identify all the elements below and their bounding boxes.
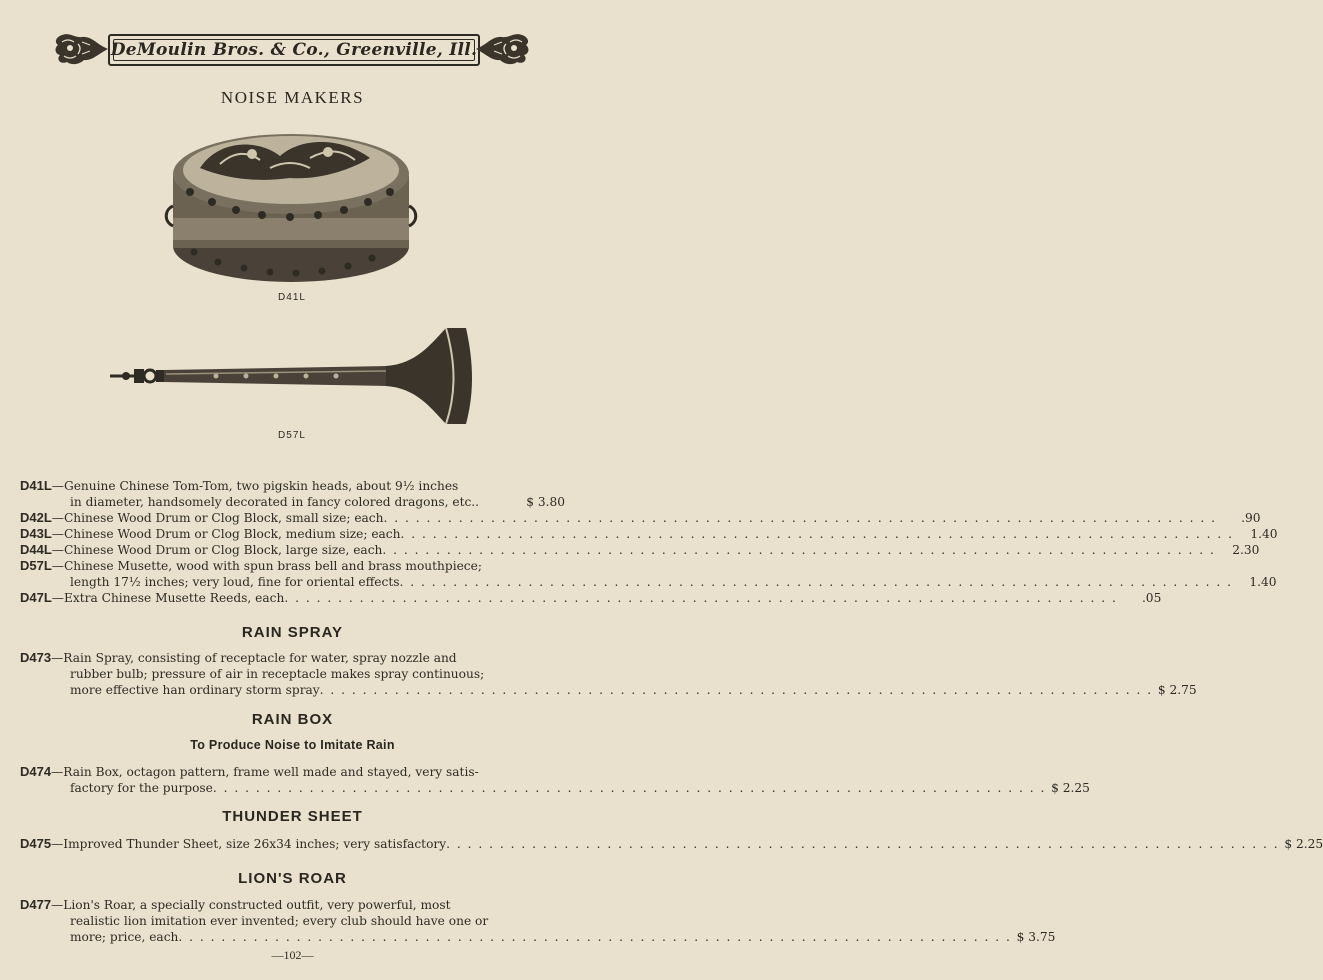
tom-tom-illustration [160, 118, 422, 290]
item-code: D42L [20, 510, 52, 525]
item-d41l [20, 478, 565, 510]
item-price: $ 3.75 [1016, 930, 1056, 944]
thunder-sheet-title: THUNDER SHEET [222, 808, 363, 825]
item-description: —Rain Spray, consisting of receptacle for water, spray nozzle and [51, 651, 457, 665]
item-description: —Genuine Chinese Tom-Tom, two pigskin heads, about 9½ inches [51, 479, 459, 493]
item-description: —Extra Chinese Musette Reeds, each [51, 591, 285, 605]
item-description-cont: more effective han ordinary storm spray [70, 683, 320, 697]
banner-frame [108, 34, 480, 66]
dot-leader [400, 574, 1233, 590]
figure-caption-d41l: D41L [278, 292, 306, 303]
item-description: —Chinese Wood Drum or Clog Block, medium size; each [51, 527, 401, 541]
item-code: D47L [20, 590, 52, 605]
dot-leader [213, 780, 1046, 796]
item-d474 [20, 764, 1090, 796]
lion-head-ornament-left-icon [52, 28, 110, 70]
dot-leader [382, 542, 1215, 558]
item-price: 1.40 [1250, 527, 1278, 541]
header-banner [52, 28, 532, 70]
item-code: D473 [20, 650, 52, 665]
item-code: D475 [20, 836, 52, 851]
item-code: D44L [20, 542, 52, 557]
noise-makers-title: NOISE MAKERS [220, 88, 365, 107]
rain-box-title: RAIN BOX [251, 711, 334, 728]
item-description: —Improved Thunder Sheet, size 26x34 inches; very satisfactory [51, 837, 447, 851]
item-description-cont: in diameter, handsomely decorated in fancy colored dragons, etc.. [70, 495, 480, 509]
item-description: —Lion's Roar, a specially constructed outfit, very powerful, most [51, 898, 451, 912]
item-d57l [20, 558, 1277, 590]
item-d473 [20, 650, 1197, 698]
item-price: 2.30 [1232, 543, 1260, 557]
item-price: $ 2.25 [1051, 781, 1090, 795]
item-description: —Chinese Wood Drum or Clog Block, small size; each [51, 511, 384, 525]
item-code: D41L [20, 478, 52, 493]
item-description: —Chinese Wood Drum or Clog Block, large size, each [51, 543, 383, 557]
item-description: —Chinese Musette, wood with spun brass bell and brass mouthpiece; [51, 559, 482, 573]
item-code: D477 [20, 897, 52, 912]
item-description-cont: factory for the purpose [70, 781, 213, 795]
item-description-cont: realistic lion imitation ever invented; every club should have one or [70, 914, 489, 928]
lion-head-ornament-right-icon [474, 28, 532, 70]
dot-leader [320, 682, 1153, 698]
dot-leader [400, 526, 1233, 542]
dot-leader [446, 836, 1279, 852]
figure-caption-d57l: D57L [278, 430, 306, 441]
page-number: —102— [271, 948, 314, 962]
lions-roar-title: LION'S ROAR [238, 870, 347, 887]
dot-leader [178, 929, 1011, 945]
dot-leader [284, 590, 1117, 606]
item-d475 [20, 836, 1323, 852]
item-d44l [20, 542, 1260, 558]
item-d43l [20, 526, 1278, 542]
item-code: D43L [20, 526, 52, 541]
item-price: .90 [1241, 511, 1261, 525]
item-price: $ 3.80 [526, 495, 565, 509]
musette-illustration [106, 324, 476, 430]
company-name: DeMoulin Bros. & Co., Greenville, Ill. [110, 40, 478, 60]
item-price: $ 2.75 [1157, 683, 1197, 697]
item-description: —Rain Box, octagon pattern, frame well made and stayed, very satis- [51, 765, 479, 779]
rain-spray-title: RAIN SPRAY [241, 624, 344, 641]
item-description-cont: length 17½ inches; very loud, fine for oriental effects [70, 575, 400, 589]
item-price: $ 2.25 [1284, 837, 1323, 851]
item-d42l [20, 510, 1261, 526]
item-price: .05 [1141, 591, 1162, 605]
item-code: D474 [20, 764, 52, 779]
dot-leader [383, 510, 1216, 526]
item-d477 [20, 897, 1056, 945]
item-d47l [20, 590, 1162, 606]
item-code: D57L [20, 558, 52, 573]
item-description-cont: more; price, each [70, 930, 179, 944]
rain-box-subtitle: To Produce Noise to Imitate Rain [190, 738, 395, 752]
item-description-cont: rubber bulb; pressure of air in receptacle makes spray continuous; [70, 667, 485, 681]
item-price: 1.40 [1249, 575, 1277, 589]
